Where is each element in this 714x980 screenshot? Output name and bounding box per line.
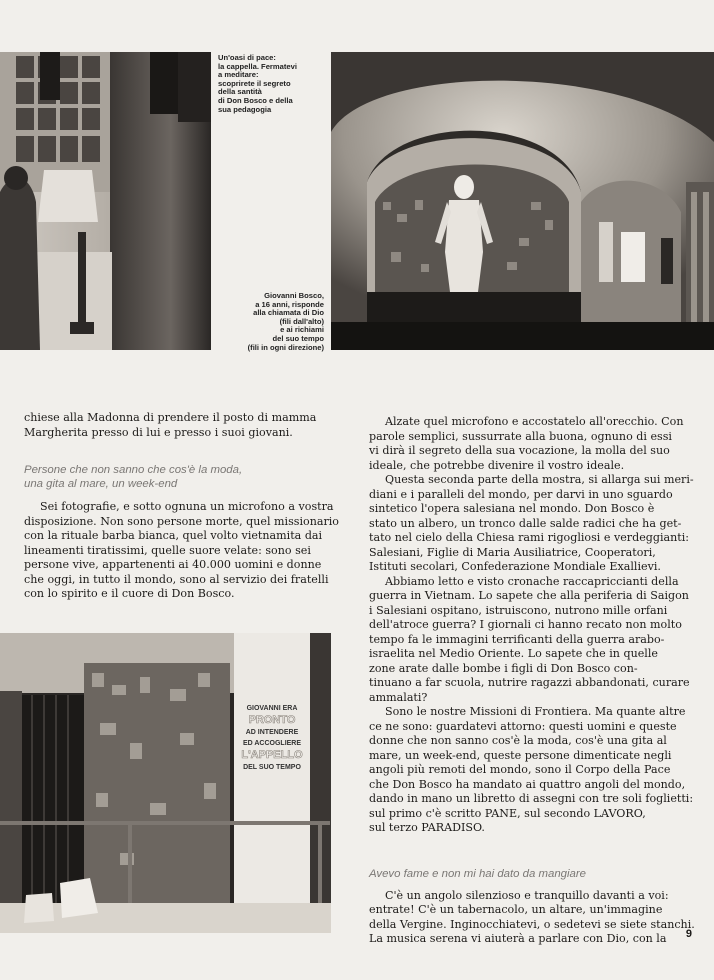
text-line: entrate! C'è un tabernacolo, un altare, un'immagine [369, 903, 663, 916]
exhibit-photo-drawing [0, 633, 331, 933]
left-column [24, 411, 339, 602]
statue-photo-drawing [331, 52, 714, 350]
text-line: con la rituale barba bianca, quel volto vietnamita dai [24, 529, 323, 542]
text-line: che oggi, in tutto il mondo, sono al servizio dei fratelli [24, 572, 329, 586]
text-line: mare, un week-end, queste persone dimenticate negli [369, 748, 672, 762]
sign-line: DEL SUO TEMPO [243, 764, 301, 771]
text-line: lineamenti tiratissimi, quelle suore velate: sono sei [24, 543, 311, 557]
text-line: Istituti secolari, Confederazione Mondiale Exallievi. [369, 560, 661, 573]
text-line: sintetico l'opera salesiana nel mondo. Don Bosco è [369, 502, 655, 515]
caption-line: alla chiamata di Dio [253, 308, 324, 318]
text-line: Abbiamo letto e visto cronache raccapriccianti della [385, 574, 679, 588]
caption-line: (fili in ogni direzione) [247, 342, 324, 352]
caption-line: della santità [218, 87, 262, 97]
text-line: angoli più remoti del mondo, sono il Corpo della Pace [369, 763, 671, 776]
text-line: tempo fa le immagini terrificanti della guerra arabo- [369, 632, 665, 646]
statue-caption [248, 292, 324, 352]
text-line: parole semplici, sussurrate alla buona, ognuno di essi [369, 429, 672, 443]
text-line: Sono le nostre Missioni di Frontiera. Ma quante altre [385, 705, 686, 718]
text-line: stato un albero, un tronco dalle salde radici che ha get- [369, 516, 682, 530]
subhead-line: una gita al mare, un week-end [24, 478, 178, 490]
section-subhead [24, 463, 334, 491]
caption-line: Giovanni Bosco, [264, 291, 324, 300]
chapel-caption [218, 54, 297, 114]
text-line: ce ne sono: guardatevi attorno: questi uomini e queste [369, 719, 677, 733]
page-number: 9 [685, 928, 692, 940]
sign-line: AD INTENDERE [245, 729, 299, 736]
caption-line: scoprirete il segreto [218, 78, 291, 88]
body-paragraph [369, 473, 694, 575]
subhead-line: Avevo fame e non mi hai dato da mangiare [369, 867, 586, 880]
text-line: disposizione. Non sono persone morte, quel missionario [24, 514, 339, 528]
text-line: ammalati? [369, 690, 428, 704]
chapel-photo-drawing [0, 52, 211, 350]
text-line: Salesiani, Figlie di Maria Ausiliatrice, Cooperatori, [369, 545, 656, 559]
text-line: guerra in Vietnam. Lo sapete che alla periferia di Saigon [369, 589, 689, 602]
text-line: persone vive, appartenenti ai 40.000 uomini e donne [24, 558, 322, 571]
text-line: Questa seconda parte della mostra, si allarga sui meri- [385, 473, 694, 486]
text-line: La musica serena vi aiuterà a parlare con Dio, con la [369, 932, 667, 945]
text-line: C'è un angolo silenzioso e tranquillo davanti a voi: [385, 888, 669, 902]
text-line: Margherita presso di lui e presso i suoi giovani. [24, 425, 293, 439]
caption-line: di Don Bosco e della [218, 95, 293, 105]
statue-photo [331, 52, 714, 350]
chapel-photo [0, 52, 211, 350]
section-subhead [369, 867, 689, 881]
text-line: zone arate dalle bombe i figli di Don Bosco con- [369, 661, 638, 675]
intro-paragraph [24, 411, 334, 440]
text-line: tinuano a far scuola, nutrire ragazzi abbandonati, curare [369, 676, 690, 689]
text-line: i Salesiani ospitano, istruiscono, nutrono mille orfani [369, 603, 668, 617]
body-paragraph [369, 575, 689, 706]
subhead-line: Persone che non sanno che cos'è la moda, [24, 464, 243, 476]
body-paragraph [369, 415, 689, 473]
caption-line: a 16 anni, risponde [255, 299, 324, 309]
caption-line: (fili dall'alto) [279, 316, 324, 326]
right-column [369, 415, 695, 947]
sign-line: L'APPELLO [241, 749, 303, 761]
text-line: ideale, che potrebbe divenire il vostro ideale. [369, 458, 625, 472]
sign-line: ED ACCOGLIERE [242, 740, 302, 747]
caption-line: del suo tempo [272, 333, 324, 343]
body-paragraph [369, 888, 695, 947]
text-line: tato nel cielo della Chiesa rami rigogliosi e verdeggianti: [369, 531, 690, 544]
exhibit-photo [0, 633, 331, 933]
text-line: dando in mano un libretto di assegni con tre soli foglietti: [369, 792, 694, 805]
text-line: che Don Bosco ha mandato ai quattro angoli del mondo, [369, 777, 686, 791]
text-line: sul primo c'è scritto PANE, sul secondo LAVORO, [369, 806, 646, 820]
caption-line: Un'oasi di pace: [218, 53, 276, 62]
caption-line: la cappella. Fermatevi [218, 61, 297, 71]
text-line: diani e i paralleli del mondo, per darvi in uno sguardo [369, 487, 673, 501]
text-line: sul terzo PARADISO. [369, 821, 485, 834]
caption-line: e ai richiami [280, 325, 324, 335]
caption-line: a meditare: [218, 70, 259, 80]
text-line: con lo spirito e il cuore di Don Bosco. [24, 587, 235, 600]
text-line: vi dirà il segreto della sua vocazione, la molla del suo [369, 444, 670, 457]
body-paragraph [24, 500, 339, 602]
text-line: della Vergine. Inginocchiatevi, o sedetevi se siete stanchi. [369, 917, 695, 931]
exhibit-sign [234, 703, 310, 773]
text-line: Alzate quel microfono e accostatelo all'orecchio. Con [385, 415, 684, 428]
text-line: dell'atroce guerra? I giornali ci hanno recato non molto [369, 618, 682, 631]
sign-line: PRONTO [248, 714, 296, 726]
sign-line: GIOVANNI ERA [246, 705, 298, 712]
text-line: donne che non sanno cos'è la moda, cos'è una gita al [369, 734, 667, 747]
text-line: israelita nel Medio Oriente. Lo sapete che in quelle [369, 647, 658, 660]
body-paragraph [369, 705, 694, 836]
caption-line: sua pedagogia [218, 104, 272, 114]
text-line: chiese alla Madonna di prendere il posto di mamma [24, 411, 317, 424]
text-line: Sei fotografie, e sotto ognuna un microfono a vostra [40, 500, 334, 513]
